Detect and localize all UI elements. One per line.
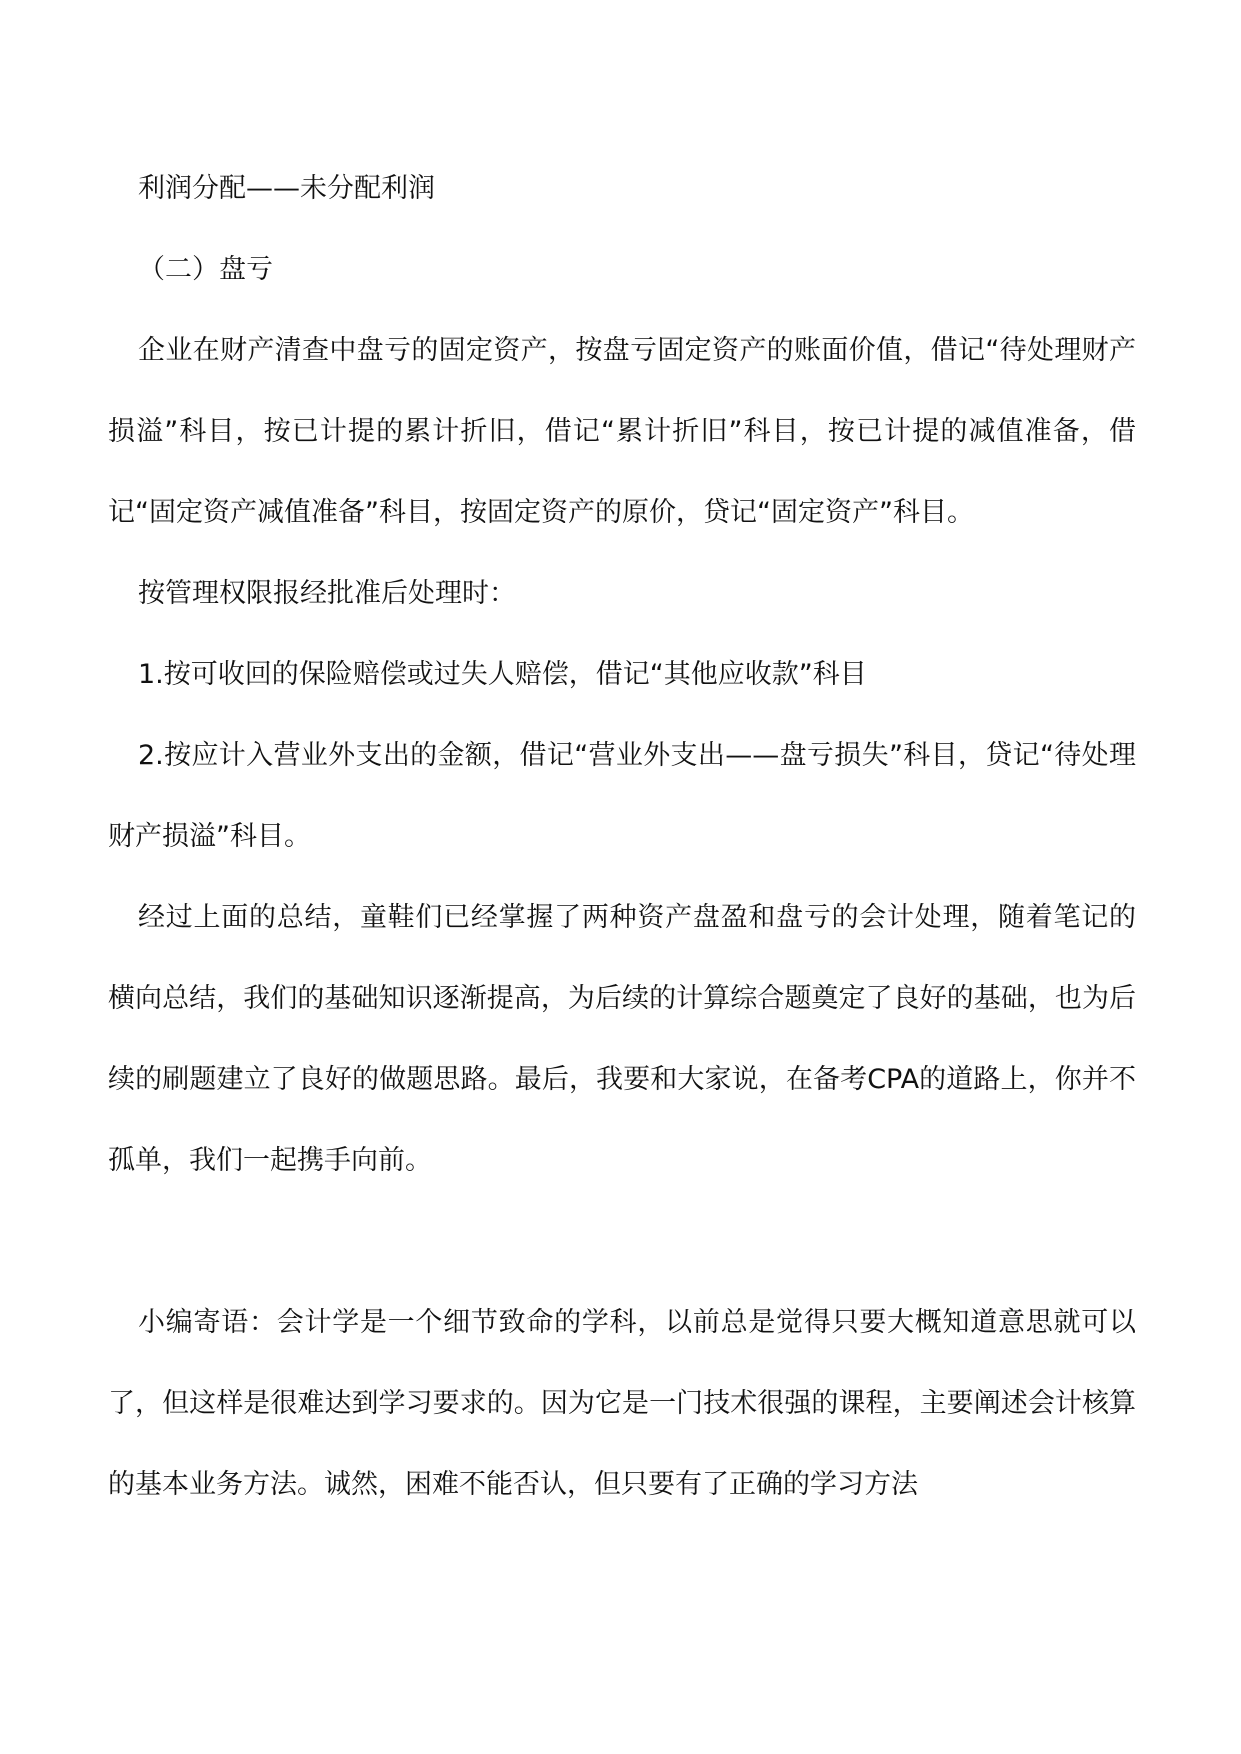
list-item-2: 2.按应计入营业外支出的金额，借记“营业外支出——盘亏损失”科目，贷记“待处理财产损溢”科目。 xyxy=(108,740,1136,852)
section-heading-inventory-loss: （二）盘亏 xyxy=(138,254,273,285)
document-page xyxy=(108,148,1136,1525)
paragraph-summary: 经过上面的总结，童鞋们已经掌握了两种资产盘盈和盘亏的会计处理，随着笔记的横向总结，我们的基础知识逐渐提高，为后续的计算综合题奠定了良好的基础，也为后续的刷题建立了良好的做题思路。最后，我要和大家说，在备考CPA的道路上，你并不孤单，我们一起携手向前。 xyxy=(108,902,1136,1176)
paragraph-loss-accounting: 企业在财产清查中盘亏的固定资产，按盘亏固定资产的账面价值，借记“待处理财产损溢”科目，按已计提的累计折旧，借记“累计折旧”科目，按已计提的减值准备，借记“固定资产减值准备”科目，按固定资产的原价，贷记“固定资产”科目。 xyxy=(108,335,1136,528)
list-item-1: 1.按可收回的保险赔偿或过失人赔偿，借记“其他应收款”科目 xyxy=(138,659,867,690)
paragraph-editor-note: 小编寄语：会计学是一个细节致命的学科，以前总是觉得只要大概知道意思就可以了，但这样是很难达到学习要求的。因为它是一门技术很强的课程，主要阐述会计核算的基本业务方法。诚然，困难不能否认，但只要有了正确的学习方法 xyxy=(108,1307,1136,1500)
paragraph-approval-handling: 按管理权限报经批准后处理时： xyxy=(138,578,516,609)
paragraph-profit-distribution: 利润分配——未分配利润 xyxy=(138,173,435,204)
blank-line xyxy=(108,1201,1136,1282)
